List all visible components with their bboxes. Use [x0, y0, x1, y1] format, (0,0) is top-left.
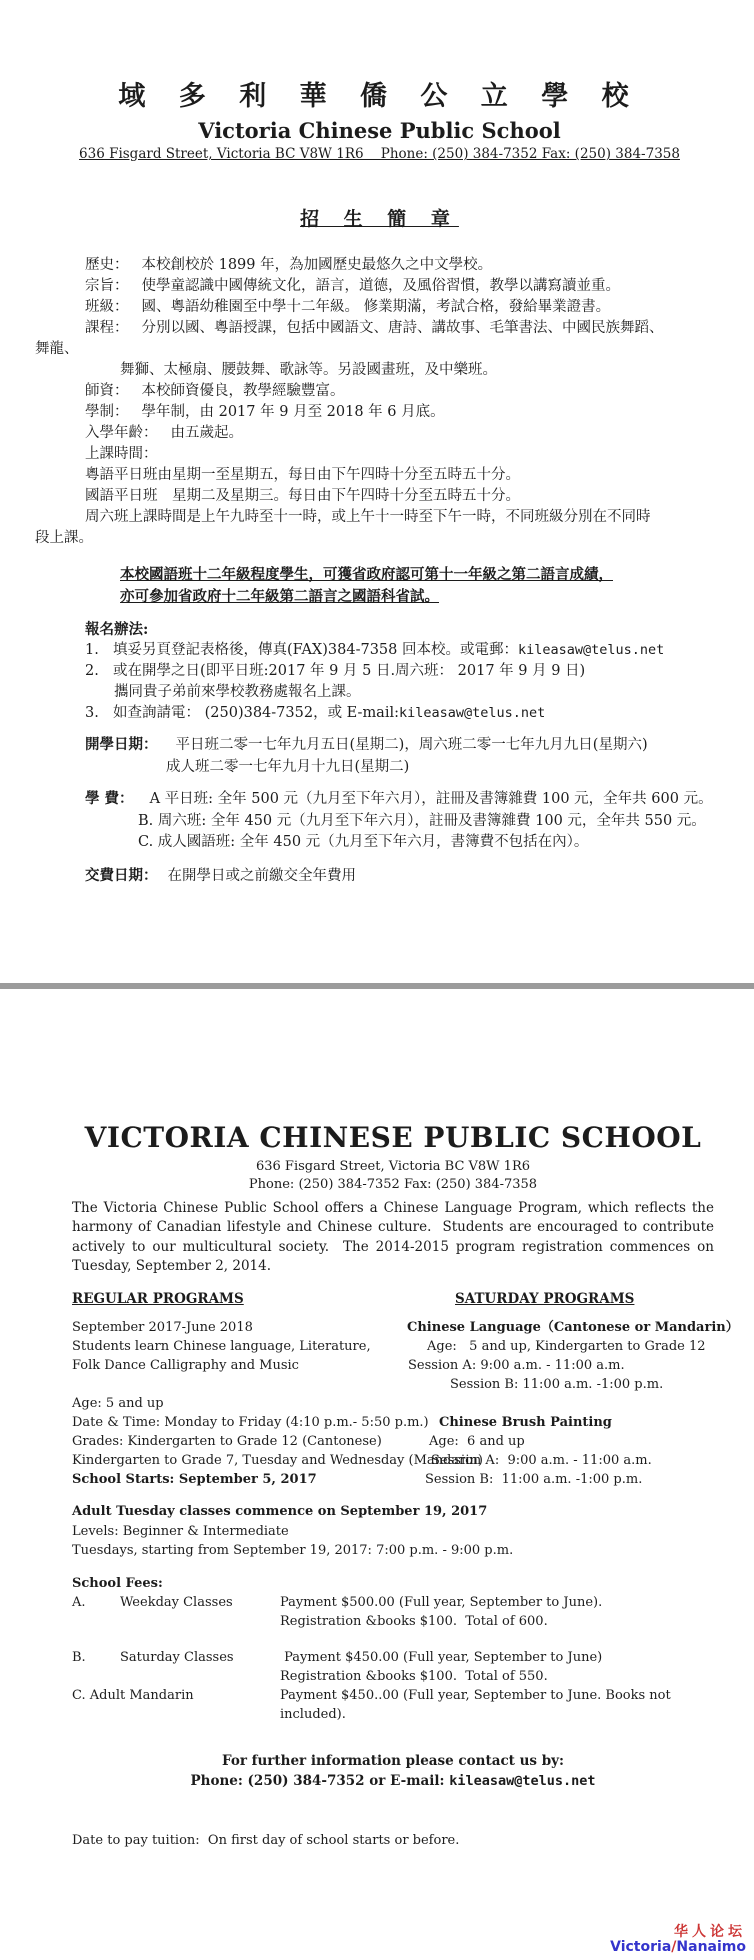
tuition-a-text: A 平日班: 全年 500 元（九月至下年六月），註冊及書簿雜費 100 元，全年共 600 元。	[149, 791, 713, 807]
fee-registration-line: Registration &books $100. Total of 550.	[280, 1668, 548, 1684]
registration-section	[35, 619, 724, 724]
admissions-heading: 招 生 簡 章	[300, 208, 459, 230]
school-address-block	[72, 1158, 714, 1194]
school-name-english: Victoria Chinese Public School	[198, 118, 561, 143]
saturday-programs-header: SATURDAY PROGRAMS	[455, 1291, 635, 1308]
program-headers	[72, 1291, 714, 1307]
regular-grades-cantonese: Grades: Kindergarten to Grade 12 (Cantonese)	[72, 1434, 382, 1450]
opening-date-row	[35, 734, 724, 757]
intro-paragraph: The Victoria Chinese Public School offers a Chinese Language Program, which reflects the harmony of Canadian lifestyle and Chinese culture. Students are encouraged to contribute actively to our multicultural society. The 2014-2015 program registration commences on Tuesday, September 2, 2014.	[72, 1200, 719, 1274]
info-row-teachers	[35, 381, 724, 402]
fee-payment-line: Payment $450..00 (Full year, September to June. Books not included).	[280, 1687, 671, 1722]
registration-item-2-cont: 攜同貴子弟前來學校教務處報名上課。	[114, 684, 361, 700]
schedule-header: 上課時間：	[85, 446, 158, 462]
tuition-due-date: Date to pay tuition: On first day of school starts or before.	[72, 1832, 460, 1848]
item-number: 1.	[85, 642, 99, 658]
curriculum-cont-line: 舞獅、太極扇、腰鼓舞、歌詠等。另設國畫班，及中樂班。	[120, 362, 497, 378]
registration-item-3	[35, 703, 724, 724]
tuition-row-a	[35, 788, 724, 811]
registration-header: 報名辦法:	[85, 621, 149, 638]
info-label: 歷史：	[85, 257, 129, 273]
info-label: 師資：	[85, 383, 129, 399]
address-street: 636 Fisgard Street, Victoria BC V8W 1R6	[255, 1159, 530, 1174]
regular-age: Age: 5 and up	[72, 1396, 164, 1412]
watermark-nanaimo: Nanaimo	[676, 1939, 746, 1955]
contact-footer	[72, 1751, 714, 1791]
brush-painting-session-b: Session B: 11:00 a.m. -1:00 p.m.	[425, 1472, 643, 1488]
school-fees-section	[72, 1574, 714, 1724]
info-row-entry-age	[35, 423, 724, 444]
item-number: 2.	[85, 663, 99, 679]
info-label: 宗旨：	[85, 278, 129, 294]
info-text: 本校創校於 1899 年，為加國歷史最悠久之中文學校。	[141, 257, 493, 273]
forum-watermark	[610, 1925, 746, 1955]
info-label: 學制：	[85, 404, 129, 420]
chinese-info-list	[35, 255, 724, 549]
notice-line-1: 本校國語班十二年級程度學生，可獲省政府認可第十一年級之第二語言成績，	[120, 566, 613, 583]
watermark-english-text	[610, 1940, 746, 1955]
item-text: 如查詢請電： (250)384-7352，或 E-mail:	[113, 705, 399, 721]
adult-classes-section	[72, 1502, 714, 1561]
watermark-chinese-text: 华人论坛	[674, 1924, 746, 1940]
opening-date-label: 開學日期：	[85, 736, 158, 753]
watermark-victoria: Victoria	[610, 1939, 672, 1955]
spacer	[72, 1631, 714, 1648]
regular-school-starts: School Starts: September 5, 2017	[72, 1472, 317, 1488]
schedule-cantonese: 粵語平日班由星期一至星期五，每日由下午四時十分至五時五十分。	[85, 467, 520, 483]
school-address-line: 636 Fisgard Street, Victoria BC V8W 1R6 Phone: (250) 384-7352 Fax: (250) 384-7358	[79, 146, 680, 162]
info-row-school-year	[35, 402, 724, 423]
fee-letter: B.	[72, 1649, 86, 1665]
saturday-programs-column	[393, 1318, 739, 1489]
regular-desc-2: Folk Dance Calligraphy and Music	[72, 1358, 299, 1374]
info-text: 本校師資優良，教學經驗豐富。	[141, 383, 345, 399]
regular-date-time: Date & Time: Monday to Friday (4:10 p.m.- 5:50 p.m.)	[72, 1415, 429, 1431]
saturday-language-age: Age: 5 and up, Kindergarten to Grade 12	[427, 1339, 706, 1355]
contact-phone: Phone: (250) 384-7352 or E-mail:	[190, 1772, 450, 1789]
adult-classes-time: Tuesdays, starting from September 19, 2017: 7:00 p.m. - 9:00 p.m.	[72, 1543, 514, 1559]
page-english-flyer	[0, 989, 754, 1960]
fee-name: Weekday Classes	[120, 1594, 233, 1610]
saturday-language-session-a: Session A: 9:00 a.m. - 11:00 a.m.	[408, 1358, 625, 1374]
regular-desc-1: Students learn Chinese language, Literature,	[72, 1339, 371, 1355]
item-number: 3.	[85, 705, 99, 721]
regular-dates: September 2017-June 2018	[72, 1320, 253, 1336]
saturday-language-session-b: Session B: 11:00 a.m. -1:00 p.m.	[450, 1377, 664, 1393]
regular-programs-header: REGULAR PROGRAMS	[72, 1291, 244, 1308]
fee-registration-line: Registration &books $100. Total of 600.	[280, 1613, 548, 1629]
registration-item-2	[35, 661, 724, 682]
school-fees-header: School Fees:	[72, 1575, 163, 1591]
address-phone-fax: Phone: (250) 384-7352 Fax: (250) 384-7358	[248, 1177, 538, 1192]
spacer	[393, 1394, 714, 1413]
school-title-english: VICTORIA CHINESE PUBLIC SCHOOL	[84, 1121, 702, 1154]
schedule-mandarin: 國語平日班 星期二及星期三。每日由下午四時十分至五時五十分。	[85, 488, 520, 504]
info-row-grades	[35, 297, 724, 318]
fee-payment	[280, 1648, 714, 1686]
info-row-mission	[35, 276, 724, 297]
payment-date-section-chinese	[35, 864, 724, 885]
opening-date-adult: 成人班二零一七年九月十九日(星期二)	[166, 758, 410, 775]
fee-letter: A.	[72, 1594, 86, 1610]
fee-payment-line: Payment $500.00 (Full year, September to June).	[280, 1594, 603, 1610]
info-text: 使學童認識中國傳統文化，語言，道德，及風俗習慣，教學以講寫讀並重。	[141, 278, 620, 294]
registration-item-1	[35, 640, 724, 661]
info-row-history	[35, 255, 724, 276]
contact-footer-line-1: For further information please contact us by:	[222, 1752, 564, 1769]
notice-line-2: 亦可參加省政府十二年級第二語言之國語科省試。	[120, 588, 439, 605]
info-label: 課程：	[85, 320, 129, 336]
regular-grades-mandarin: Kindergarten to Grade 7, Tuesday and Wednesday (Mandarin)	[72, 1453, 483, 1469]
curriculum-hang-line: 舞龍、	[35, 341, 79, 357]
opening-date-section	[35, 734, 724, 778]
adult-classes-levels: Levels: Beginner & Intermediate	[72, 1523, 289, 1539]
fee-letter-name: C. Adult Mandarin	[72, 1687, 194, 1703]
watermark-slash: /	[671, 1939, 677, 1955]
brush-painting-title: Chinese Brush Painting	[439, 1415, 612, 1431]
provincial-exam-notice	[35, 564, 724, 608]
fee-payment-line: Payment $450.00 (Full year, September to June)	[280, 1649, 603, 1665]
tuition-row-b: B. 周六班: 全年 450 元（九月至下年六月），註冊及書簿雜費 100 元，全年共 550 元。	[138, 812, 706, 829]
info-text: 學年制，由 2017 年 9 月至 2018 年 6 月底。	[141, 404, 445, 420]
brush-painting-age: Age: 6 and up	[429, 1434, 525, 1450]
info-row-curriculum	[35, 318, 724, 339]
tuition-section-chinese	[35, 788, 724, 854]
info-text: 由五歲起。	[170, 425, 243, 441]
email-address: kileasaw@telus.net	[518, 642, 665, 658]
fee-row-adult-mandarin	[72, 1686, 714, 1724]
email-address: kileasaw@telus.net	[399, 705, 546, 721]
payment-date-label: 交費日期：	[85, 866, 158, 884]
payment-date-text: 在開學日或之前繳交全年費用	[167, 867, 356, 884]
item-text: 填妥另頁登記表格後，傳真(FAX)384-7358 回本校。或電郵：	[113, 642, 518, 658]
contact-footer-line-2	[72, 1771, 714, 1791]
opening-date-weekday: 平日班二零一七年九月五日(星期二)，周六班二零一七年九月九日(星期六)	[175, 737, 648, 753]
admissions-heading-wrap	[35, 162, 724, 231]
info-text: 國、粵語幼稚園至中學十二年級。 修業期滿，考試合格，發給畢業證書。	[141, 299, 611, 315]
schedule-saturday: 周六班上課時間是上午九時至十一時，或上午十一時至下午一時，不同班級分別在不同時	[85, 509, 651, 525]
brush-painting-session-a: Session A: 9:00 a.m. - 11:00 a.m.	[431, 1453, 652, 1469]
info-label: 班級：	[85, 299, 129, 315]
adult-classes-headline: Adult Tuesday classes commence on September 19, 2017	[72, 1504, 488, 1520]
info-label: 入學年齡：	[85, 425, 158, 441]
program-columns	[72, 1318, 739, 1489]
info-text: 分別以國、粵語授課，包括中國語文、唐詩、講故事、毛筆書法、中國民族舞蹈、	[141, 320, 664, 336]
school-name-chinese: 域 多 利 華 僑 公 立 學 校	[118, 81, 641, 112]
item-text: 或在開學之日(即平日班:2017 年 9 月 5 日.周六班： 2017 年 9 月 9 日)	[113, 663, 586, 679]
fee-name: Saturday Classes	[120, 1649, 234, 1665]
saturday-language-title: Chinese Language（Cantonese or Mandarin）	[407, 1320, 739, 1336]
schedule-saturday-hang: 段上課。	[35, 530, 93, 546]
contact-email: kileasaw@telus.net	[449, 1772, 596, 1789]
tuition-row-c: C. 成人國語班: 全年 450 元（九月至下年六月，書簿費不包括在內）。	[138, 834, 589, 850]
spacer	[72, 1375, 393, 1394]
fee-row-weekday	[72, 1593, 714, 1631]
tuition-label: 學 費：	[85, 790, 134, 807]
fee-row-saturday	[72, 1648, 714, 1686]
fee-payment	[280, 1593, 714, 1631]
